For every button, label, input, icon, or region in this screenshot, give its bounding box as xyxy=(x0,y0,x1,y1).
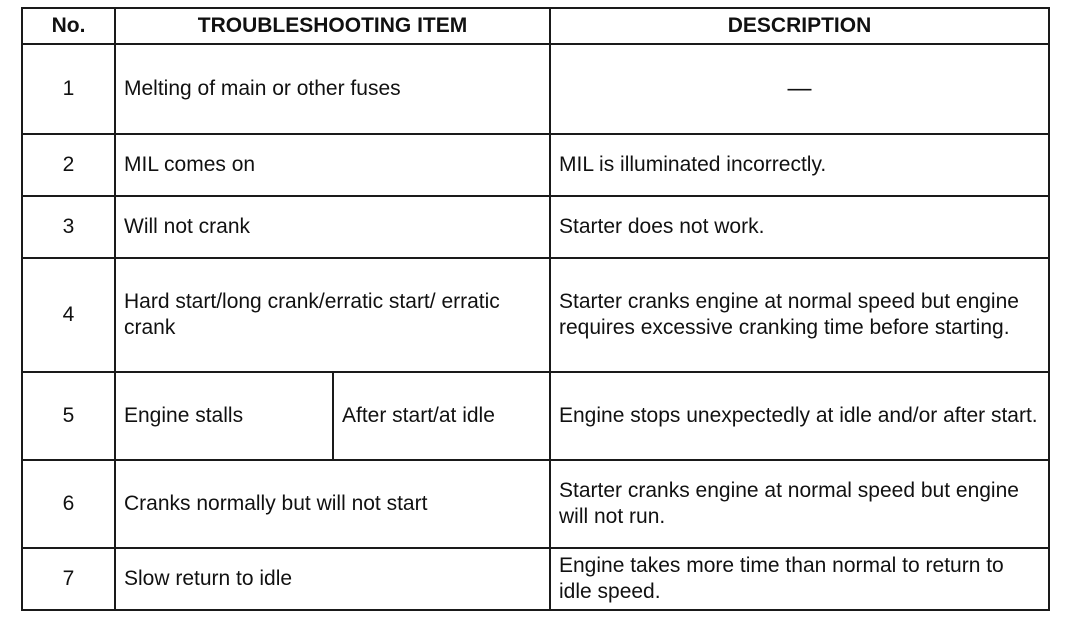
troubleshooting-item: Cranks normally but will not start xyxy=(115,460,550,548)
row-number: 5 xyxy=(22,372,115,460)
troubleshooting-item: Melting of main or other fuses xyxy=(115,44,550,134)
empty-dash: — xyxy=(787,74,812,102)
description-cell: Starter does not work. xyxy=(550,196,1049,258)
description-cell: Starter cranks engine at normal speed but engine requires excessive cranking time before starting. xyxy=(550,258,1049,372)
troubleshooting-subitem: After start/at idle xyxy=(333,372,550,460)
troubleshooting-item: Engine stalls xyxy=(115,372,333,460)
row-number: 6 xyxy=(22,460,115,548)
table-row xyxy=(22,372,1049,460)
table-row xyxy=(22,460,1049,548)
row-number: 2 xyxy=(22,134,115,196)
description-cell: Engine takes more time than normal to return to idle speed. xyxy=(550,548,1049,610)
description-cell: MIL is illuminated incorrectly. xyxy=(550,134,1049,196)
row-number: 4 xyxy=(22,258,115,372)
troubleshooting-item: Will not crank xyxy=(115,196,550,258)
table-row xyxy=(22,548,1049,610)
header-troubleshooting-item: TROUBLESHOOTING ITEM xyxy=(115,8,550,44)
table-row xyxy=(22,134,1049,196)
table-header-row xyxy=(22,8,1049,44)
troubleshooting-item: Hard start/long crank/erratic start/ erratic crank xyxy=(115,258,550,372)
description-cell: Starter cranks engine at normal speed but engine will not run. xyxy=(550,460,1049,548)
header-no: No. xyxy=(22,8,115,44)
header-description: DESCRIPTION xyxy=(550,8,1049,44)
troubleshooting-item: Slow return to idle xyxy=(115,548,550,610)
row-number: 7 xyxy=(22,548,115,610)
table-row xyxy=(22,44,1049,134)
table-row xyxy=(22,196,1049,258)
description-cell: Engine stops unexpectedly at idle and/or after start. xyxy=(550,372,1049,460)
row-number: 1 xyxy=(22,44,115,134)
troubleshooting-item: MIL comes on xyxy=(115,134,550,196)
row-number: 3 xyxy=(22,196,115,258)
table-row xyxy=(22,258,1049,372)
description-cell xyxy=(550,44,1049,134)
troubleshooting-table xyxy=(21,7,1050,611)
